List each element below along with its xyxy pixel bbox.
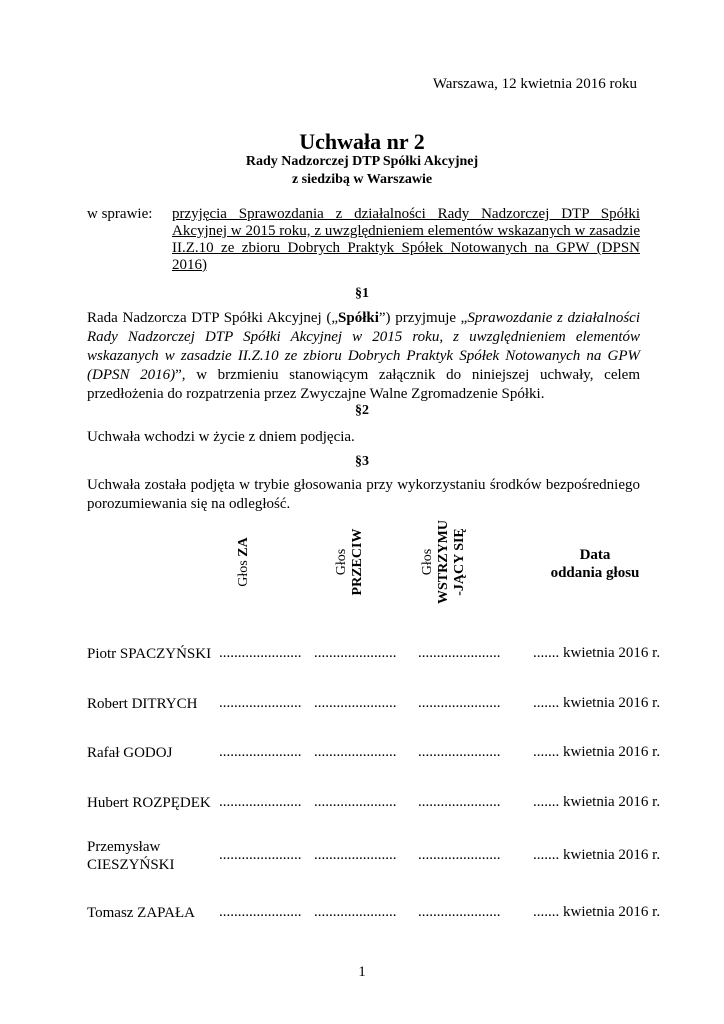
vote-against-blank: ...................... [314, 645, 397, 661]
vote-date-blank: ....... kwietnia 2016 r. [533, 847, 661, 863]
vote-date-blank: ....... kwietnia 2016 r. [533, 744, 661, 760]
col-header-against-prefix: Głos [334, 548, 349, 576]
vote-for-blank: ...................... [219, 645, 302, 661]
section-3-text: Uchwała została podjęta w trybie głosowania przy wykorzystaniu środków bezpośredniego porozumiewania się na odległość. [87, 477, 640, 512]
col-header-against-bold: PRZECIW [350, 528, 365, 596]
vote-date-blank: ....... kwietnia 2016 r. [533, 904, 661, 920]
vote-abstain-blank: ...................... [418, 904, 501, 920]
col-header-for-prefix: Głos [236, 556, 251, 587]
section-1-text-italic: Sprawozdanie z działalności Rady Nadzorczej DTP Spółki Akcyjnej w 2015 roku, z uwzględnieniem elementów wskazanych w zasadzie II.Z.10 ze zbioru Dobrych Praktyk Spółek Notowanych na GPW (DPSN 2016) [87, 310, 641, 383]
vote-against-blank: ...................... [314, 695, 397, 711]
vote-for-blank: ...................... [219, 904, 302, 920]
vote-for-blank: ...................... [219, 847, 302, 863]
matter-text: przyjęcia Sprawozdania z działalności Rady Nadzorczej DTP Spółki Akcyjnej w 2015 roku, z uwzględnieniem elementów wskazanych w zasadzie II.Z.10 ze zbioru Dobrych Praktyk Spółek Notowanych na GPW (DPSN 2016) [172, 206, 640, 273]
col-header-abstain-bold-1: WSTRZYMU [436, 520, 451, 605]
vote-abstain-blank: ...................... [418, 645, 501, 661]
vote-against-blank: ...................... [314, 904, 397, 920]
col-header-date-line-2: oddania głosu [550, 565, 640, 581]
col-header-date [540, 546, 650, 582]
col-header-abstain-prefix: Głos [420, 548, 435, 576]
voter-name: Piotr SPACZYŃSKI [87, 646, 212, 662]
section-2-mark: §2 [355, 403, 369, 418]
vote-abstain-blank: ...................... [418, 695, 501, 711]
col-header-for-bold: ZA [236, 537, 251, 557]
vote-abstain-blank: ...................... [418, 744, 501, 760]
col-header-for [236, 512, 256, 612]
voter-name: Tomasz ZAPAŁA [87, 905, 195, 921]
voter-name: Hubert ROZPĘDEK [87, 795, 211, 811]
voter-name: Robert DITRYCH [87, 696, 198, 712]
matter-label: w sprawie: [87, 206, 153, 222]
vote-against-blank: ...................... [314, 847, 397, 863]
section-1-text-a: Rada Nadzorcza DTP Spółki Akcyjnej („ [87, 310, 339, 326]
document-date: Warszawa, 12 kwietnia 2016 roku [432, 76, 637, 92]
section-1-text-c: ”, w brzmieniu stanowiącym załącznik do niniejszej uchwały, celem przedłożenia do rozpatrzenia przez Zwyczajne Walne Zgromadzenie Spółki. [87, 367, 640, 402]
voter-name: Rafał GODOJ [87, 745, 173, 761]
resolution-seat: z siedzibą w Warszawie [291, 172, 433, 187]
section-1-text [87, 309, 640, 404]
section-1-mark: §1 [355, 286, 369, 301]
vote-for-blank: ...................... [219, 695, 302, 711]
vote-against-blank: ...................... [314, 794, 397, 810]
vote-date-blank: ....... kwietnia 2016 r. [533, 645, 661, 661]
vote-date-blank: ....... kwietnia 2016 r. [533, 794, 661, 810]
voter-name [87, 838, 217, 874]
col-header-against [334, 512, 368, 612]
col-header-abstain-bold-2: -JĄCY SIĘ [452, 528, 467, 596]
voter-first-name: Przemysław [87, 839, 161, 855]
section-2-text: Uchwała wchodzi w życie z dniem podjęcia. [87, 429, 355, 445]
resolution-title: Uchwała nr 2 [299, 129, 425, 154]
vote-abstain-blank: ...................... [418, 847, 501, 863]
col-header-abstain [420, 507, 470, 617]
vote-abstain-blank: ...................... [418, 794, 501, 810]
col-header-date-line-1: Data [579, 547, 611, 563]
resolution-subtitle: Rady Nadzorczej DTP Spółki Akcyjnej [245, 154, 479, 169]
vote-for-blank: ...................... [219, 744, 302, 760]
section-1-text-bold: Spółki [338, 310, 379, 326]
vote-for-blank: ...................... [219, 794, 302, 810]
section-1-text-b: ”) przyjmuje „ [378, 310, 468, 326]
vote-date-blank: ....... kwietnia 2016 r. [533, 695, 661, 711]
section-3-mark: §3 [355, 454, 369, 469]
voter-last-name: CIESZYŃSKI [87, 857, 175, 873]
page-number: 1 [358, 964, 366, 980]
vote-against-blank: ...................... [314, 744, 397, 760]
